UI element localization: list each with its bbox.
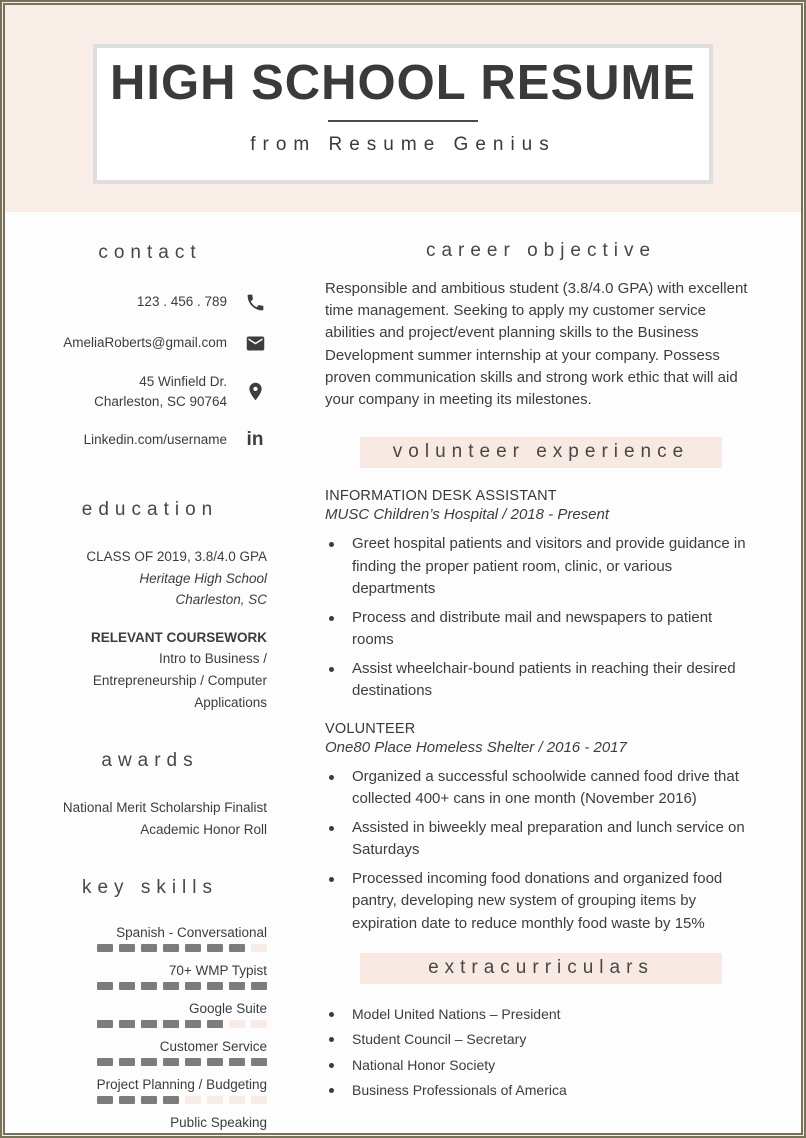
skill-row — [33, 1077, 267, 1104]
skill-name: Project Planning / Budgeting — [96, 1077, 267, 1093]
skill-segment — [207, 1096, 223, 1104]
contact-heading: contact — [98, 242, 202, 263]
skill-segment — [251, 1020, 267, 1028]
skill-segment — [163, 944, 179, 952]
skill-segment — [141, 1020, 157, 1028]
email-address: AmeliaRoberts@gmail.com — [63, 335, 227, 351]
extracurriculars-section — [325, 953, 757, 1100]
skill-segment — [141, 1134, 157, 1138]
awards-section — [33, 750, 267, 839]
linkedin-icon: in — [246, 429, 264, 451]
experience-entry — [325, 721, 757, 936]
skill-segment — [251, 1134, 267, 1138]
awards-heading: awards — [101, 750, 199, 772]
contact-row-email — [33, 331, 267, 355]
skill-level-bar — [33, 1134, 267, 1138]
extracurricular-item: Business Professionals of America — [325, 1080, 757, 1100]
education-class-line: CLASS OF 2019, 3.8/4.0 GPA — [86, 549, 267, 565]
job-bullet: Process and distribute mail and newspapers to patient rooms — [325, 607, 757, 652]
spacer — [33, 847, 267, 877]
skill-segment — [97, 1096, 113, 1104]
skill-segment — [163, 1096, 179, 1104]
skill-segment — [141, 944, 157, 952]
skill-segment — [119, 944, 135, 952]
skill-segment — [97, 1058, 113, 1066]
key-skills-section — [33, 877, 267, 1138]
skill-segment — [229, 982, 245, 990]
skill-name: 70+ WMP Typist — [168, 963, 267, 979]
coursework-line3: Applications — [194, 694, 267, 710]
skill-row — [33, 925, 267, 952]
education-section — [33, 499, 267, 712]
email-icon — [243, 331, 267, 355]
skill-level-bar — [33, 1058, 267, 1066]
skill-segment — [163, 1058, 179, 1066]
skill-segment — [141, 982, 157, 990]
job-title: INFORMATION DESK ASSISTANT — [325, 488, 557, 505]
key-skills-heading: key skills — [81, 877, 218, 899]
skill-segment — [97, 1020, 113, 1028]
skill-segment — [119, 1020, 135, 1028]
career-objective-section — [325, 240, 757, 411]
skill-segment — [185, 1020, 201, 1028]
skill-segment — [185, 944, 201, 952]
skill-segment — [229, 1096, 245, 1104]
skill-segment — [97, 1134, 113, 1138]
career-objective-heading: career objective — [425, 240, 657, 261]
skill-segment — [229, 1134, 245, 1138]
job-org-dates: One80 Place Homeless Shelter / 2016 - 2017 — [325, 738, 627, 756]
skill-segment — [163, 982, 179, 990]
skill-segment — [251, 944, 267, 952]
skill-row — [33, 1039, 267, 1066]
skill-level-bar — [33, 1096, 267, 1104]
skill-segment — [207, 982, 223, 990]
skill-row — [33, 963, 267, 990]
address-line1: 45 Winfield Dr. — [139, 374, 227, 389]
page-subtitle: from Resume Genius — [250, 134, 556, 156]
skill-segment — [163, 1134, 179, 1138]
skill-segment — [229, 944, 245, 952]
experience-entry — [325, 488, 757, 703]
coursework-line2: Entrepreneurship / Computer — [92, 672, 267, 688]
page-title: HIGH SCHOOL RESUME — [109, 56, 697, 110]
linkedin-handle: Linkedin.com/username — [83, 432, 227, 448]
skill-name: Google Suite — [188, 1001, 267, 1017]
skill-segment — [207, 1134, 223, 1138]
skill-segment — [185, 982, 201, 990]
skill-name: Customer Service — [159, 1039, 267, 1055]
award-item: National Merit Scholarship Finalist — [62, 800, 267, 816]
header-box — [93, 44, 713, 184]
phone-icon — [243, 290, 267, 314]
skill-segment — [141, 1058, 157, 1066]
extracurricular-item: Model United Nations – President — [325, 1004, 757, 1024]
skill-segment — [229, 1020, 245, 1028]
header-band — [5, 5, 801, 212]
job-bullet: Assisted in biweekly meal preparation and lunch service on Saturdays — [325, 817, 757, 862]
skill-segment — [185, 1134, 201, 1138]
career-objective-text: Responsible and ambitious student (3.8/4.0 GPA) with excellent time management. Seeking to apply my customer service abilities and project/event planning skills to the Business Development summer internship at your company. Possess proven communication skills and strong work ethic that will aid your company in meeting its milestones. — [325, 280, 748, 408]
skill-level-bar — [33, 1020, 267, 1028]
contact-row-phone — [33, 290, 267, 314]
skill-segment — [207, 944, 223, 952]
job-bullet-list — [325, 766, 757, 936]
skill-segment — [207, 1058, 223, 1066]
right-column — [267, 212, 801, 1138]
skill-segment — [119, 1134, 135, 1138]
skill-level-bar — [33, 982, 267, 990]
education-school: Heritage High School — [139, 570, 267, 586]
spacer — [33, 469, 267, 499]
skill-segment — [163, 1020, 179, 1028]
coursework-line1: Intro to Business / — [158, 651, 267, 667]
education-location: Charleston, SC — [175, 592, 267, 608]
location-pin-icon — [243, 380, 267, 404]
volunteer-experience-heading: volunteer experience — [360, 437, 722, 468]
job-org-dates: MUSC Children’s Hospital / 2018 - Present — [325, 506, 610, 524]
skill-segment — [97, 944, 113, 952]
job-bullet: Greet hospital patients and visitors and provide guidance in finding the proper patient room, clinic, or various departments — [325, 533, 757, 601]
job-title: VOLUNTEER — [325, 720, 416, 737]
skill-segment — [229, 1058, 245, 1066]
resume-body — [5, 212, 801, 1138]
skill-segment — [185, 1096, 201, 1104]
phone-number: 123 . 456 . 789 — [136, 294, 227, 310]
skill-segment — [251, 1096, 267, 1104]
skill-name: Spanish - Conversational — [116, 925, 267, 941]
skill-segment — [119, 982, 135, 990]
award-item: Academic Honor Roll — [140, 821, 267, 837]
spacer — [33, 720, 267, 750]
skill-row — [33, 1001, 267, 1028]
contact-row-address — [33, 372, 267, 411]
skill-level-bar — [33, 944, 267, 952]
extracurricular-item: National Honor Society — [325, 1055, 757, 1075]
job-bullet: Organized a successful schoolwide canned food drive that collected 400+ cans in one month (November 2016) — [325, 766, 757, 811]
spacer — [33, 612, 267, 628]
contact-section — [33, 242, 267, 452]
extracurriculars-heading: extracurriculars — [360, 953, 722, 984]
extracurricular-item: Student Council – Secretary — [325, 1029, 757, 1049]
title-divider — [328, 120, 478, 122]
contact-row-linkedin — [33, 428, 267, 452]
volunteer-experience-section — [325, 437, 757, 935]
skill-segment — [207, 1020, 223, 1028]
job-bullet: Assist wheelchair-bound patients in reaching their desired destinations — [325, 658, 757, 703]
skill-segment — [251, 1058, 267, 1066]
skill-segment — [251, 982, 267, 990]
education-heading: education — [81, 499, 219, 521]
job-bullet: Processed incoming food donations and organized food pantry, developing new system of grouping items by expiration date to reduce monthly food waste by 15% — [325, 868, 757, 936]
mailing-address — [94, 372, 227, 411]
left-column — [5, 212, 267, 1138]
skill-segment — [119, 1096, 135, 1104]
address-line2: Charleston, SC 90764 — [94, 393, 227, 409]
job-bullet-list — [325, 533, 757, 703]
extracurriculars-list — [325, 1004, 757, 1100]
skill-segment — [185, 1058, 201, 1066]
skill-segment — [141, 1096, 157, 1104]
skill-name: Public Speaking — [170, 1115, 267, 1131]
skill-row — [33, 1115, 267, 1138]
skill-segment — [119, 1058, 135, 1066]
skill-segment — [97, 982, 113, 990]
coursework-heading: RELEVANT COURSEWORK — [90, 629, 267, 645]
